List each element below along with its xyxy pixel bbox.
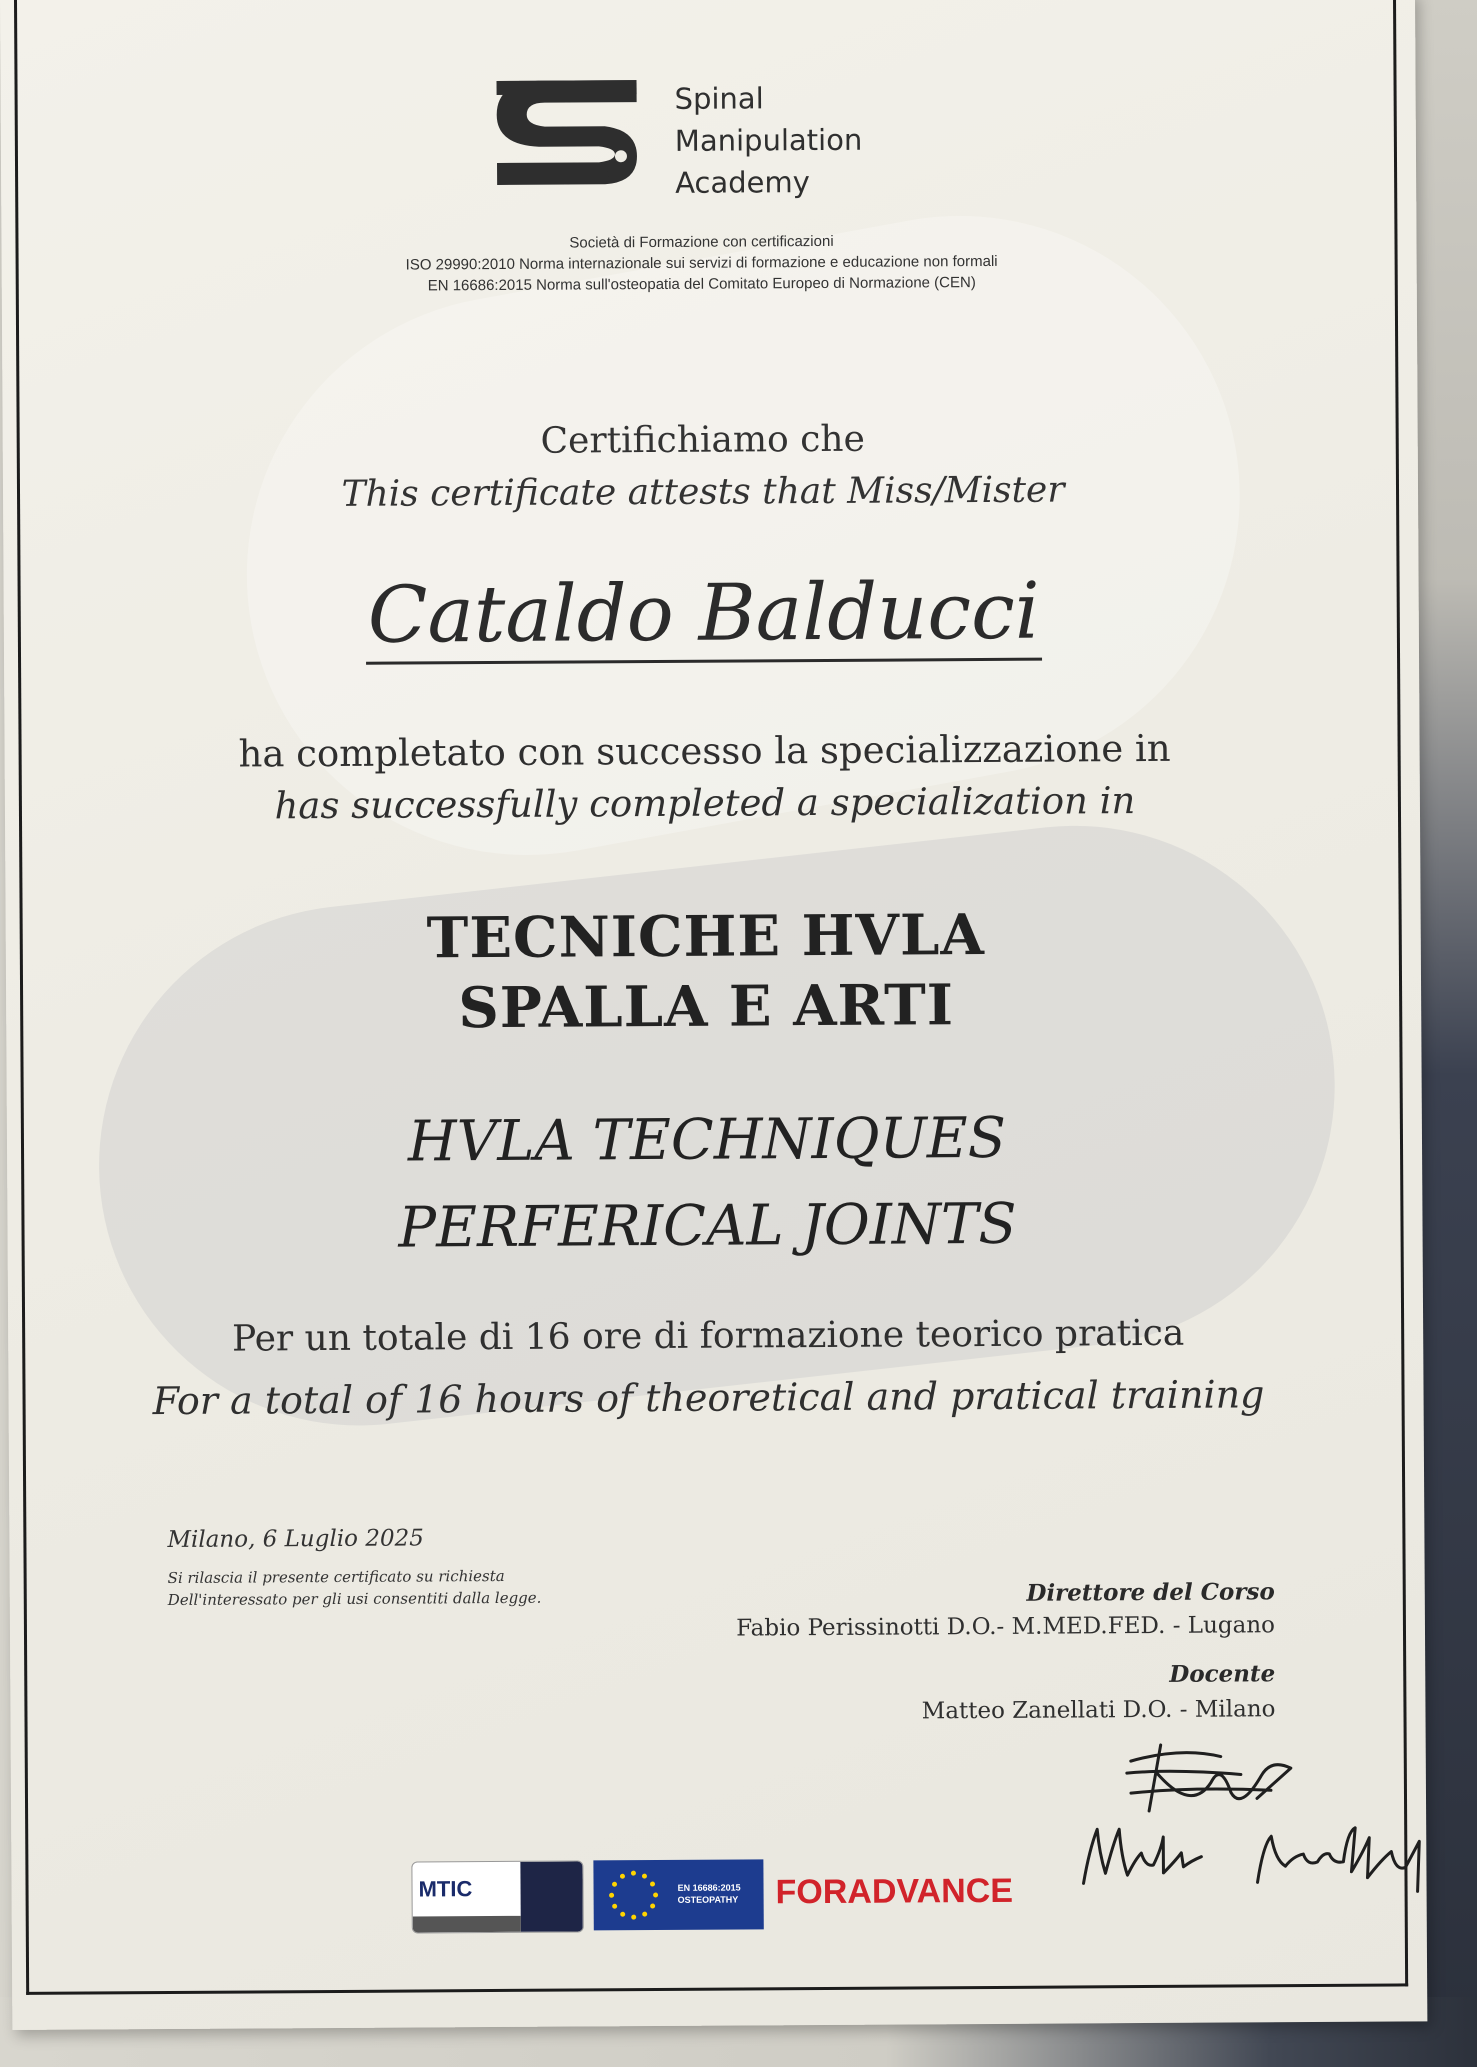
hours-italian: Per un totale di 16 ore di formazione teorico pratica (231, 1312, 1185, 1360)
academy-name-line: Manipulation (674, 122, 863, 158)
mtic-logo-text: MTIC (418, 1876, 473, 1902)
specialization-line: HVLA TECHNIQUES (407, 1105, 1007, 1175)
specialization-line: SPALLA E ARTI (458, 972, 955, 1042)
eu-badge-line: EN 16686:2015 (677, 1882, 741, 1893)
mtic-logo-badge (520, 1861, 582, 1931)
eu-osteopathy-logo (593, 1859, 763, 1930)
mtic-logo (411, 1860, 583, 1933)
teacher-name: Matteo Zanellati D.O. - Milano (921, 1696, 1276, 1725)
mtic-logo-strip (413, 1916, 521, 1933)
intro-italian: Certifichiamo che (540, 418, 865, 462)
academy-name (674, 76, 935, 204)
recipient-name-text: Cataldo Balducci (366, 566, 1042, 665)
certifications-line: Società di Formazione con certificazioni (569, 232, 834, 252)
certifications-note (301, 229, 1101, 297)
signatures-image (1071, 1731, 1428, 1903)
academy-name-line: Spinal (674, 81, 764, 116)
certifications-line: EN 16686:2015 Norma sull'osteopatia del Comitato Europeo di Normazione (CEN) (427, 274, 976, 295)
eu-badge-text (678, 1882, 741, 1906)
course-director-role: Direttore del Corso (1026, 1578, 1275, 1607)
recipient-name (103, 564, 1304, 666)
certifications-line: ISO 29990:2010 Norma internazionale sui servizi di formazione e educazione non formali (405, 252, 998, 274)
issue-note-line: Si rilascia il presente certificato su richiesta (167, 1566, 505, 1588)
academy-name-line: Academy (675, 165, 810, 200)
course-director-name: Fabio Perissinotti D.O.- M.MED.FED. - Lugano (736, 1612, 1276, 1642)
foradvance-logo: FORADVANCE (775, 1871, 1014, 1912)
partner-logos (411, 1858, 1051, 1934)
hours-english: For a total of 16 hours of theoretical and pratical training (152, 1372, 1265, 1424)
specialization-italian (106, 898, 1307, 1045)
academy-logo-icon (486, 74, 657, 207)
issue-note-line: Dell'interessato per gli usi consentiti dalla legge. (167, 1588, 542, 1610)
place-date: Milano, 6 Luglio 2025 (167, 1525, 424, 1554)
eu-badge-line: OSTEOPATHY (677, 1894, 739, 1905)
specialization-english (107, 1094, 1308, 1273)
specialization-line: TECNICHE HVLA (426, 902, 986, 972)
specialization-line: PERFERICAL JOINTS (398, 1191, 1017, 1261)
completed-english: has successfully completed a specialization in (274, 779, 1136, 828)
intro-english: This certificate attests that Miss/Mister (341, 469, 1065, 515)
teacher-role: Docente (1169, 1660, 1276, 1688)
eu-stars-icon (593, 1860, 673, 1930)
completed-italian: ha completato con successo la specializzazione in (238, 726, 1171, 776)
issue-note (168, 1565, 542, 1611)
